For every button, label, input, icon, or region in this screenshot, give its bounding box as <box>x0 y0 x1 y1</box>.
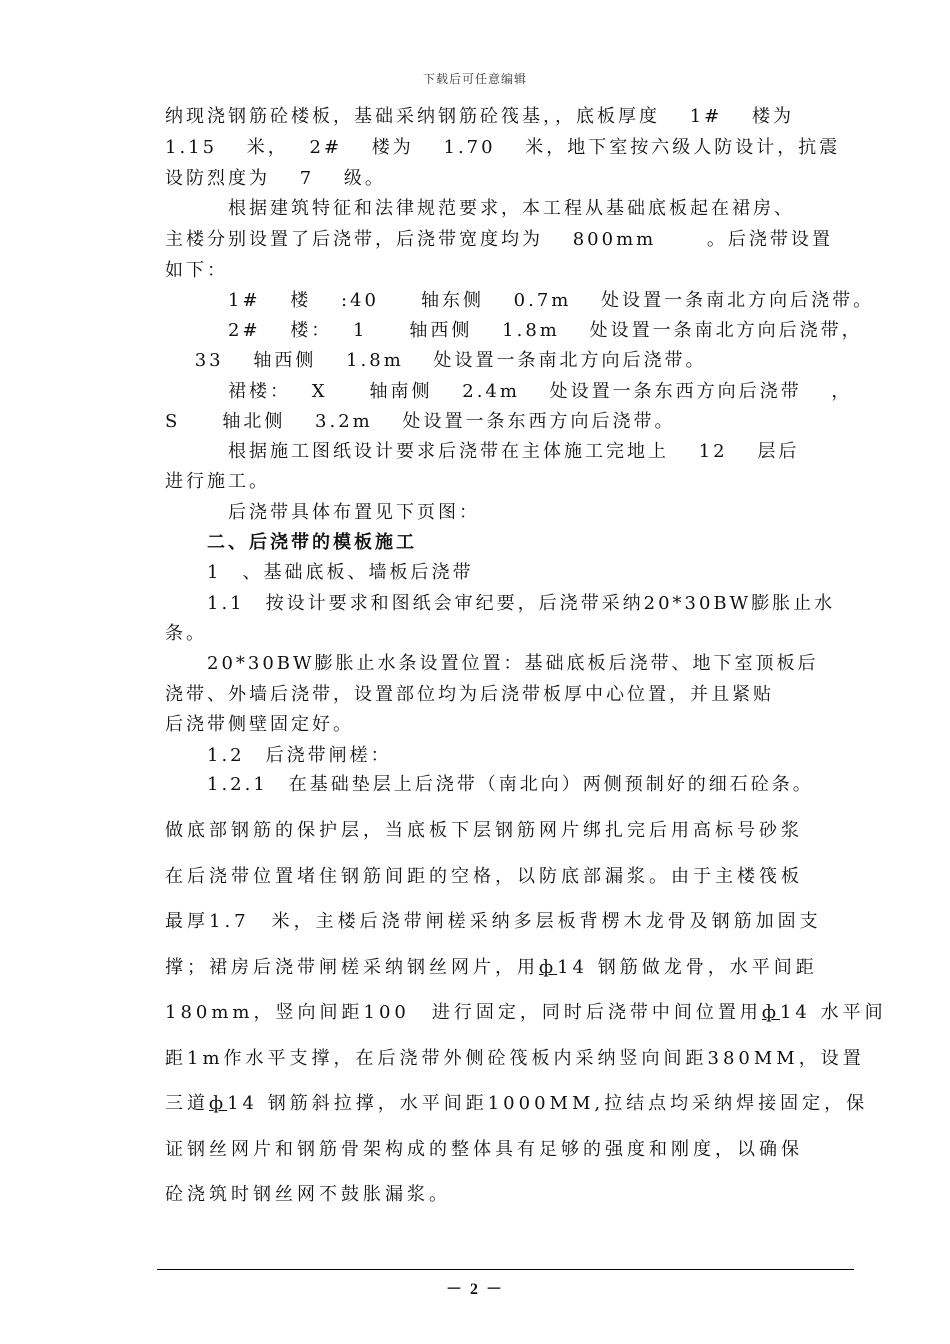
text-segment: 撑；裙房后浇带闸槎采纳钢丝网片，用 <box>165 957 539 978</box>
text-line: 后浇带具体布置见下页图： <box>165 502 480 523</box>
text-line <box>165 959 818 977</box>
text-line <box>165 1095 868 1113</box>
footer-divider <box>157 1269 854 1270</box>
text-line: 做底部钢筋的保护层，当底板下层钢筋网片绑扎完后用高标号砂浆 <box>165 820 803 841</box>
text-line: 根据建筑特征和法律规范要求，本工程从基础底板起在裙房、 <box>165 198 795 219</box>
subsection-heading: 1.2 后浇带闸槎： <box>165 745 392 766</box>
text-line: 裙楼： X 轴南侧 2.4m 处设置一条东西方向后浇带 ， <box>165 381 853 402</box>
text-line: 进行施工。 <box>165 471 270 492</box>
text-line: 条。 <box>165 623 207 644</box>
text-line: 主楼分别设置了后浇带，后浇带宽度均为 800mm 。后浇带设置 <box>165 229 833 250</box>
page-number: － 2 － <box>445 1281 504 1298</box>
text-line: 1.2.1 在基础垫层上后浇带（南北向）两侧预制好的细石砼条。 <box>165 774 814 795</box>
text-line: 1.1 按设计要求和图纸会审纪要，后浇带采纳20*30BW膨胀止水 <box>165 593 836 614</box>
section-heading: 二、后浇带的模板施工 <box>165 532 417 553</box>
text-line <box>165 1004 887 1022</box>
text-line: 1# 楼 :40 轴东侧 0.7m 处设置一条南北方向后浇带。 <box>165 290 875 311</box>
subsection-heading: 1 、基础底板、墙板后浇带 <box>165 562 474 583</box>
text-line: 浇带、外墙后浇带，设置部位均为后浇带板厚中心位置，并且紧贴 <box>165 684 774 705</box>
text-line: 20*30BW膨胀止水条设置位置：基础底板后浇带、地下室顶板后 <box>165 653 819 674</box>
text-line: 33 轴西侧 1.8m 处设置一条南北方向后浇带。 <box>165 350 707 371</box>
text-segment: 180mm，竖向间距100 进行固定，同时后浇带中间位置用 <box>165 1002 762 1023</box>
text-line: 砼浇筑时钢丝网不鼓胀漏浆。 <box>165 1184 451 1205</box>
text-line: 1.15 米， 2# 楼为 1.70 米，地下室按六级人防设计，抗震 <box>165 137 841 158</box>
text-line: 距1m作水平支撑，在后浇带外侧砼筏板内采纳竖向间距380MM，设置 <box>165 1048 865 1069</box>
text-segment: 14 水平间 <box>779 1002 887 1023</box>
phi-symbol: ф <box>209 1093 228 1114</box>
text-segment: 14 钢筋做龙骨，水平间距 <box>557 957 818 978</box>
text-line: S 轴北侧 3.2m 处设置一条东西方向后浇带。 <box>165 411 676 432</box>
text-line: 最厚1.7 米，主楼后浇带闸槎采纳多层板背楞木龙骨及钢筋加固支 <box>165 911 822 932</box>
text-line: 根据施工图纸设计要求后浇带在主体施工完地上 12 层后 <box>165 441 800 462</box>
text-line: 2# 楼： 1 轴西侧 1.8m 处设置一条南北方向后浇带， <box>165 320 863 341</box>
text-line: 证钢丝网片和钢筋骨架构成的整体具有足够的强度和刚度，以确保 <box>165 1139 803 1160</box>
header-note: 下载后可任意编辑 <box>422 72 527 86</box>
phi-symbol: ф <box>539 957 558 978</box>
text-line: 在后浇带位置堵住钢筋间距的空格，以防底部漏浆。由于主楼筏板 <box>165 866 803 887</box>
text-line: 设防烈度为 7 级。 <box>165 168 386 189</box>
phi-symbol: ф <box>761 1002 780 1023</box>
text-line: 如下： <box>165 260 228 281</box>
text-segment: 14 钢筋斜拉撑，水平间距1000MM,拉结点均采纳焊接固定，保 <box>227 1093 869 1114</box>
text-line: 后浇带侧壁固定好。 <box>165 714 354 735</box>
text-line: 纳现浇钢筋砼楼板，基础采纳钢筋砼筏基，，底板厚度 1# 楼为 <box>165 106 794 127</box>
text-segment: 三道 <box>165 1093 209 1114</box>
